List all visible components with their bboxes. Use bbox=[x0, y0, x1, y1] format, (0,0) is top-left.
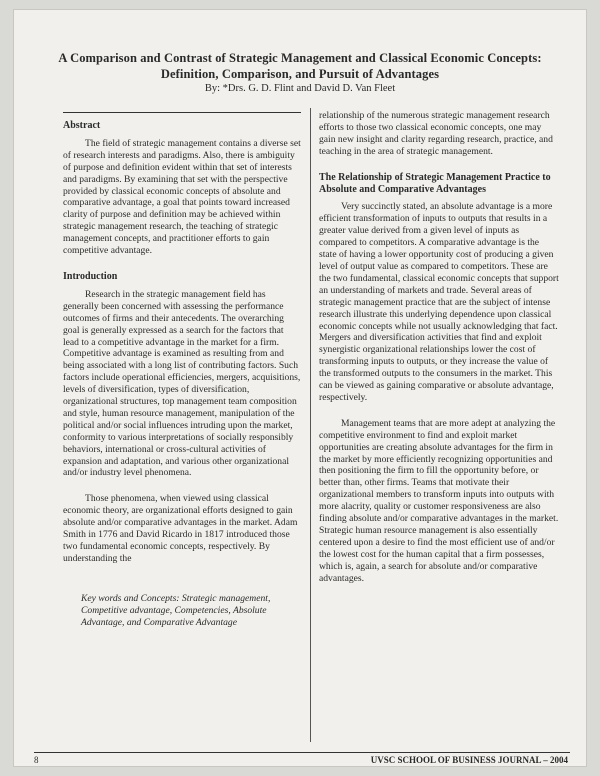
byline: By: *Drs. G. D. Flint and David D. Van Fleet bbox=[204, 83, 396, 94]
relationship-paragraph-2: Management teams that are more adept at analyzing the competitive environment to find and exploit market opportunities are creating absolute advantages for the firm in the market by more efficiently recognizing opportunities and then positioning the firm to fill the opportunity before, or better than, other firms. Teams that motivate their organizational members to transform inputs into outputs with more alacrity, quality or customer responsiveness are also finding absolute and/or comparative advantages in the market. Strategic human resource management is also essentially centered upon a desire to find the most efficient use of and/or the lowest cost for the human capital that a firm possesses, which is, again, a search for absolute and/or comparative advantages. bbox=[319, 417, 559, 584]
relationship-paragraph-1: Very succinctly stated, an absolute advantage is a more efficient transformation of inputs to outputs that results in a greater value derived from a given level of inputs as compared to competitors. A comparative advantage is the state of having a lower opportunity cost of producing a given level of output value as compared to competitors. These are the two fundamental, classical economic concepts that support an understanding of markets and trade. Several areas of strategic management practice that are the subject of intense research illustrate this underlying dependence upon classical economic concepts while not usually acknowledging that fact. Mergers and diversification activities that find and exploit synergistic organizational relationships lower the cost of transforming inputs to outputs, or they increase the value of the transformed outputs to the consumers in the market. This can be viewed as gaining comparative or absolute advantage, respectively. bbox=[319, 201, 559, 403]
section-rule bbox=[63, 112, 301, 113]
article-title-line-2: Definition, Comparison, and Pursuit of Advantages bbox=[160, 67, 440, 81]
column-divider bbox=[310, 108, 311, 742]
footer-rule bbox=[34, 752, 570, 753]
left-column bbox=[63, 120, 301, 629]
continuation-paragraph: relationship of the numerous strategic management research efforts to those two classical economic concepts, one may gain new insight and clarity regarding research, practice, and teaching in the area of strategic management. bbox=[319, 110, 553, 157]
title-block bbox=[14, 50, 586, 95]
introduction-heading: Introduction bbox=[63, 270, 118, 282]
page-number: 8 bbox=[34, 755, 39, 765]
article-title-line-1: A Comparison and Contrast of Strategic Management and Classical Economic Concepts: bbox=[58, 51, 542, 65]
keywords: Key words and Concepts: Strategic management, Competitive advantage, Competencies, Absolute Advantage, and Comparative Advantage bbox=[81, 592, 271, 628]
relationship-heading: The Relationship of Strategic Management Practice to Absolute and Comparative Advantages bbox=[319, 171, 551, 195]
introduction-paragraph-1: Research in the strategic management field has generally been concerned with assessing the performance outcomes of firms and their antecedents. The overarching goal is generally expressed as a search for the factors that lead to a competitive advantage in the market for a firm. Competitive advantage is examined as resulting from and being associated with a long list of contributing factors. Such factors include operational efficiencies, mergers, acquisitions, levels of diversification, types of diversification, organizational structures, top management team composition and style, human resource management, manipulation of the political and/or social influences intruding upon the market, conformity to various interpretations of socially responsibly behaviors, international or cross-cultural activities of expansion and adaptation, and various other organizational and/or industry level phenomena. bbox=[63, 288, 301, 479]
abstract-heading: Abstract bbox=[63, 120, 101, 131]
journal-page bbox=[14, 10, 586, 766]
journal-name: UVSC SCHOOL OF BUSINESS JOURNAL – 2004 bbox=[370, 755, 568, 765]
introduction-paragraph-2: Those phenomena, when viewed using classical economic theory, are organizational efforts designed to gain absolute and/or comparative advantages in the market. Adam Smith in 1776 and David Ricardo in 1817 introduced those two fundamental economic concepts, respectively. By understanding the bbox=[63, 493, 298, 564]
abstract-text: The field of strategic management contains a diverse set of research interests and paradigms. Also, there is ambiguity of purpose and definition evident within that set of interests and paradigms. By examining that set with the perspective provided by classical economic concepts of absolute and comparative advantage, a goal that points toward increased clarity of purpose and definition may be achieved within strategic management research, the teaching of strategic management concepts, and practitioner efforts to gain competitive advantage. bbox=[63, 137, 301, 257]
right-column bbox=[319, 110, 559, 585]
